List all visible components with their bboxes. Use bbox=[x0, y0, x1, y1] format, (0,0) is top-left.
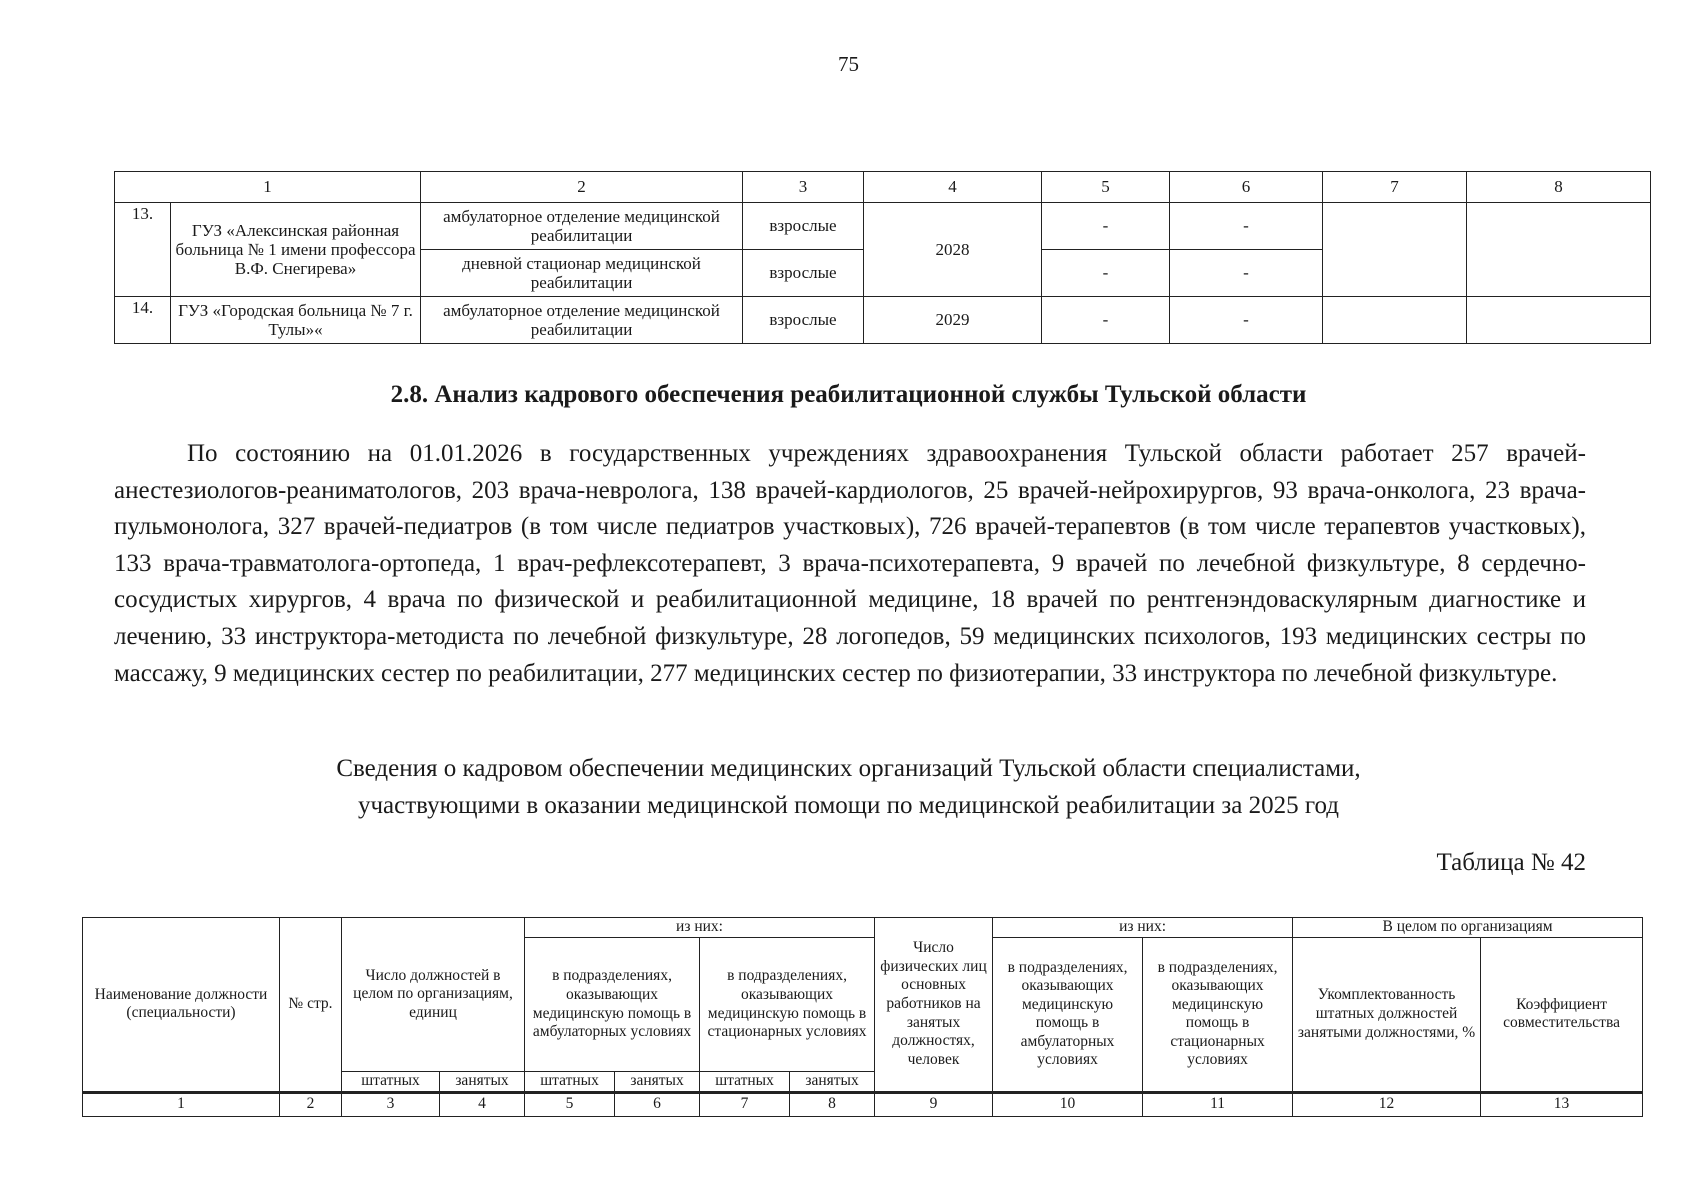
header-cell: 4 bbox=[864, 172, 1042, 203]
patient-group: взрослые bbox=[743, 297, 864, 344]
table-number: Таблица № 42 bbox=[1436, 849, 1586, 876]
col-ambulatory: в подразделениях, оказывающих медицинскую помощь в амбулаторных условиях bbox=[525, 938, 700, 1072]
col-position-name: Наименование должности (специальности) bbox=[83, 918, 280, 1093]
header-cell: 5 bbox=[1042, 172, 1170, 203]
year-cell: 2029 bbox=[864, 297, 1042, 344]
cell-7 bbox=[1323, 203, 1467, 297]
caption-line-2: участвующими в оказании медицинской помощи по медицинской реабилитации за 2025 год bbox=[357, 792, 1340, 819]
col-staff: штатных bbox=[700, 1072, 790, 1093]
cell-5: - bbox=[1042, 250, 1170, 297]
col-of-them-2: из них: bbox=[993, 918, 1293, 938]
cell-8 bbox=[1467, 297, 1651, 344]
cell-7 bbox=[1323, 297, 1467, 344]
staffing-paragraph: По состоянию на 01.01.2026 в государственных учреждениях здравоохранения Тульской области работает 257 врачей-анестезиологов-реаниматологов, 203 врача-невролога, 138 врачей-кардиологов, 25 врачей-нейрохирургов, 93 врача-онколога, 23 врача-пульмонолога, 327 врачей-педиатров (в том числе педиатров участковых), 726 врачей-терапевтов (в том числе терапевтов участковых), 133 врача-травматолога-ортопеда, 1 врач-рефлексотерапевт, 3 врача-психотерапевта, 9 врачей по лечебной физкультуре, 8 сердечно-сосудистых хирургов, 4 врача по физической и реабилитационной медицине, 18 врачей по рентгенэндоваскулярным диагностике и лечению, 33 инструктора-методиста по лечебной физкультуре, 28 логопедов, 59 медицинских психологов, 193 медицинских сестры по массажу, 9 медицинских сестер по реабилитации, 277 медицинских сестер по физиотерапии, 33 инструктора по лечебной физкультуре. bbox=[114, 440, 1586, 687]
cell-5: - bbox=[1042, 203, 1170, 250]
row-number: 13. bbox=[115, 203, 171, 297]
col-staff: штатных bbox=[342, 1072, 440, 1093]
header-cell: 3 bbox=[743, 172, 864, 203]
row-number: 14. bbox=[115, 297, 171, 344]
col-occupied: занятых bbox=[440, 1072, 525, 1093]
col-stationary: в подразделениях, оказывающих медицинскую помощь в стационарных условиях bbox=[700, 938, 875, 1072]
col-number: 13 bbox=[1481, 1092, 1643, 1116]
col-total-orgs: В целом по организациям bbox=[1293, 918, 1643, 938]
section-heading: 2.8. Анализ кадрового обеспечения реабилитационной службы Тульской области bbox=[390, 381, 1307, 408]
col-number: 5 bbox=[525, 1092, 615, 1116]
cell-6: - bbox=[1170, 297, 1323, 344]
col-number: 7 bbox=[700, 1092, 790, 1116]
col-number: 8 bbox=[790, 1092, 875, 1116]
patient-group: взрослые bbox=[743, 250, 864, 297]
header-cell: 6 bbox=[1170, 172, 1323, 203]
col-positions-total: Число должностей в целом по организациям, единиц bbox=[342, 918, 525, 1072]
unit-name: дневной стационар медицинской реабилитации bbox=[421, 250, 743, 297]
col-occupied: занятых bbox=[615, 1072, 700, 1093]
table-header-row bbox=[115, 172, 1651, 203]
organization-name: ГУЗ «Алексинская районная больница № 1 имени профессора В.Ф. Снегирева» bbox=[171, 203, 421, 297]
page-number: 75 bbox=[838, 52, 859, 76]
col-coefficient: Коэффициент совместительства bbox=[1481, 938, 1643, 1093]
header-cell: 7 bbox=[1323, 172, 1467, 203]
patient-group: взрослые bbox=[743, 203, 864, 250]
organization-name: ГУЗ «Городская больница № 7 г. Тулы»« bbox=[171, 297, 421, 344]
col-of-them-1: из них: bbox=[525, 918, 875, 938]
unit-name: амбулаторное отделение медицинской реабилитации bbox=[421, 203, 743, 250]
caption-line-1: Сведения о кадровом обеспечении медицинских организаций Тульской области специалистами, bbox=[336, 755, 1361, 782]
col-occupied: занятых bbox=[790, 1072, 875, 1093]
year-cell: 2028 bbox=[864, 203, 1042, 297]
table-row bbox=[115, 297, 1651, 344]
col-number: 3 bbox=[342, 1092, 440, 1116]
col-row-number: № стр. bbox=[280, 918, 342, 1093]
header-cell: 8 bbox=[1467, 172, 1651, 203]
col-staff: штатных bbox=[525, 1072, 615, 1093]
table-caption bbox=[0, 750, 1697, 824]
col-number: 11 bbox=[1143, 1092, 1293, 1116]
col-number: 1 bbox=[83, 1092, 280, 1116]
col-number: 10 bbox=[993, 1092, 1143, 1116]
col-number: 6 bbox=[615, 1092, 700, 1116]
unit-name: амбулаторное отделение медицинской реабилитации bbox=[421, 297, 743, 344]
column-number-row bbox=[83, 1092, 1643, 1116]
header-row-1 bbox=[83, 918, 1643, 938]
col-number: 12 bbox=[1293, 1092, 1481, 1116]
col-number: 4 bbox=[440, 1092, 525, 1116]
col-stationary-2: в подразделениях, оказывающих медицинскую помощь в стационарных условиях bbox=[1143, 938, 1293, 1093]
rehab-units-table bbox=[114, 171, 1651, 344]
col-ambulatory-2: в подразделениях, оказывающих медицинскую помощь в амбулаторных условиях bbox=[993, 938, 1143, 1093]
cell-8 bbox=[1467, 203, 1651, 297]
col-number: 2 bbox=[280, 1092, 342, 1116]
table-row bbox=[115, 203, 1651, 250]
staffing-table bbox=[82, 917, 1643, 1117]
cell-6: - bbox=[1170, 250, 1323, 297]
col-staffing-level: Укомплектованность штатных должностей занятыми должностями, % bbox=[1293, 938, 1481, 1093]
cell-6: - bbox=[1170, 203, 1323, 250]
col-number: 9 bbox=[875, 1092, 993, 1116]
cell-5: - bbox=[1042, 297, 1170, 344]
col-persons: Число физических лиц основных работников на занятых должностях, человек bbox=[875, 918, 993, 1093]
header-cell: 2 bbox=[421, 172, 743, 203]
header-cell: 1 bbox=[115, 172, 421, 203]
